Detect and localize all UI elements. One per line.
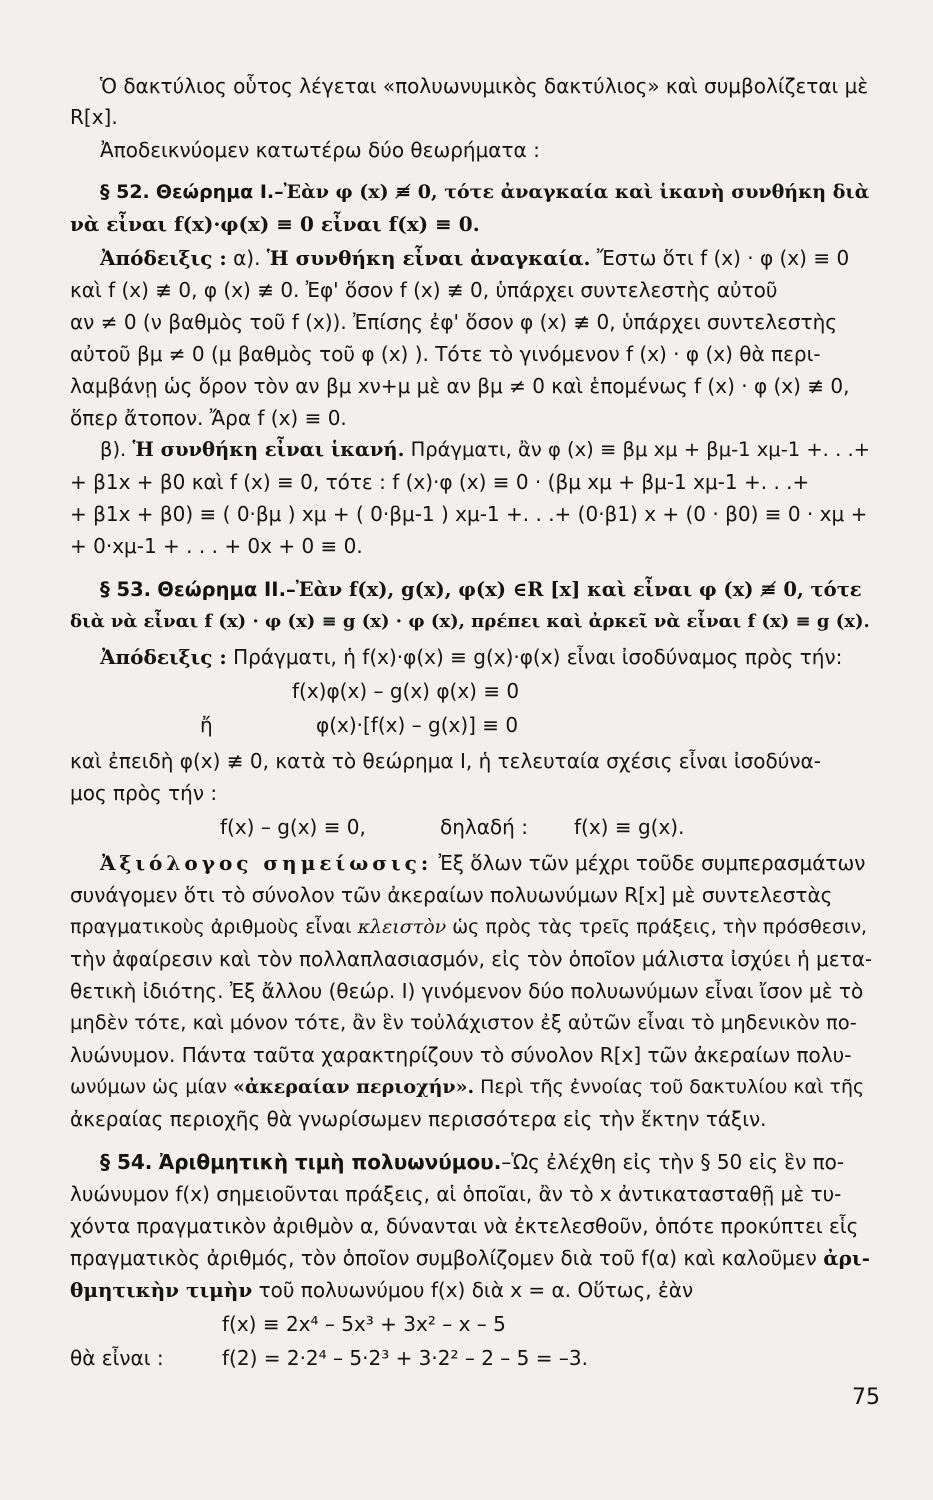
sec53-proof-1-rest: Πράγματι, ἡ f(x)·φ(x) ≡ g(x)·φ(x) εἶναι ἰσοδύναμος πρὸς τήν: bbox=[226, 645, 843, 669]
sec53-proof-line-1 bbox=[100, 645, 842, 669]
sec54-line-2: λυώνυμον f(x) σημειοῦνται πράξεις, αἱ ὁποῖαι, ἂν τὸ x ἀντικατασταθῇ μὲ τυ- bbox=[70, 1182, 842, 1206]
sec52-proof-line-6: ὅπερ ἄτοπον. Ἄρα f (x) ≡ 0. bbox=[70, 406, 347, 430]
sec52-proof-b-line-2: + β1x + β0 καὶ f (x) ≡ 0, τότε : f (x)·φ (x) ≡ 0 · (βμ xμ + βμ-1 xμ-1 +. . .+ bbox=[70, 470, 810, 494]
sec53-proof-line-2: καὶ ἐπειδὴ φ(x) ≢ 0, κατὰ τὸ θεώρημα I, ἡ τελευταία σχέσις εἶναι ἰσοδύνα- bbox=[70, 749, 821, 773]
sec54-numerical-2: θμητικὴν τιμὴν bbox=[70, 1278, 253, 1302]
remark-integral-domain: «ἀκεραίαν περιοχήν». bbox=[232, 1076, 475, 1098]
sec53-statement-1: –Ἐὰν f(x), g(x), φ(x) ∈R [x] καὶ εἶναι φ (x) ≢ 0, τότε bbox=[285, 578, 862, 601]
sec52-proof-1-rest: Ἔστω ὅτι f (x) · φ (x) ≡ 0 bbox=[590, 246, 850, 270]
remark-line-3-b: ὡς πρὸς τὰς τρεῖς πράξεις, τὴν πρόσθεσιν, bbox=[446, 916, 868, 938]
sec53-title: Θεώρημα II. bbox=[157, 578, 286, 601]
sec54-line-4 bbox=[70, 1246, 870, 1270]
sec52-sufficient: Ἡ συνθήκη εἶναι ἱκανή. bbox=[132, 438, 405, 461]
sec52-statement-2: νὰ εἶναι f(x)·φ(x) ≡ 0 εἶναι f(x) ≡ 0. bbox=[70, 212, 480, 236]
sec52-proof-line-4: αὐτοῦ βμ ≠ 0 (μ βαθμὸς τοῦ φ (x) ). Τότε τὸ γινόμενον f (x) · φ (x) θὰ περι- bbox=[70, 342, 821, 366]
sec52-necessary: Ἡ συνθήκη εἶναι ἀναγκαία. bbox=[266, 246, 591, 270]
remark-line-5: θετικὴ ἰδιότης. Ἐξ ἄλλου (θεώρ. I) γινόμενον δύο πολυωνύμων εἶναι ἴσον μὲ τὸ bbox=[70, 979, 864, 1003]
sec52-statement-2-line bbox=[70, 212, 480, 236]
sec52-proof-label: Ἀπόδειξις : bbox=[100, 246, 227, 270]
intro-line-1: Ὁ δακτύλιος οὗτος λέγεται «πολυωνυμικὸς δακτύλιος» καὶ συμβολίζεται μὲ bbox=[100, 74, 869, 98]
sec54-line-4-a: πραγματικὸς ἀριθμός, τὸν ὁποῖον συμβολίζομεν διὰ τοῦ f(α) καὶ καλοῦμεν bbox=[70, 1246, 824, 1270]
sec53-or: ἤ bbox=[200, 713, 213, 737]
sec53-proof-label: Ἀπόδειξις : bbox=[100, 645, 227, 669]
sec54-equation-1: f(x) ≡ 2x⁴ – 5x³ + 3x² – x – 5 bbox=[222, 1312, 506, 1336]
remark-line-8-b: Περὶ τῆς ἐννοίας τοῦ δακτυλίου καὶ τῆς bbox=[474, 1076, 865, 1098]
sec54-number: § 54. bbox=[100, 1150, 153, 1174]
remark-line-2: συνάγομεν ὅτι τὸ σύνολον τῶν ἀκεραίων πολυωνύμων R[x] μὲ συντελεστὰς bbox=[70, 883, 833, 907]
sec52-number: § 52. bbox=[100, 181, 150, 203]
sec52-statement-1: –Ἐὰν φ (x) ≢ 0, τότε ἀναγκαία καὶ ἱκανὴ συνθήκη διὰ bbox=[274, 181, 870, 203]
remark-line-6: μηδὲν τότε, καὶ μόνον τότε, ἂν ἓν τοὐλάχιστον ἐξ αὐτῶν εἶναι τὸ μηδενικὸν πο- bbox=[70, 1011, 857, 1034]
sec52-heading-line bbox=[100, 180, 869, 204]
remark-line-8-a: ωνύμων ὡς μίαν bbox=[70, 1076, 233, 1098]
sec54-line-5 bbox=[70, 1278, 693, 1302]
remark-line-9: ἀκεραίας περιοχῆς θὰ γνωρίσωμεν περισσότερα εἰς τὴν ἕκτην τάξιν. bbox=[70, 1107, 767, 1131]
sec54-line-5-rest: τοῦ πολυωνύμου f(x) διὰ x = α. Οὕτως, ἐὰν bbox=[252, 1278, 694, 1302]
sec54-equation-2: f(2) = 2·2⁴ – 5·2³ + 3·2² – 2 – 5 = –3. bbox=[222, 1346, 588, 1370]
sec54-numerical-1: ἀρι- bbox=[823, 1246, 870, 1270]
sec54-line-1-rest: –Ὡς ἐλέχθη εἰς τὴν § 50 εἰς ἓν πο- bbox=[501, 1150, 845, 1174]
remark-line-3-a: πραγματικοὺς ἀριθμοὺς εἶναι bbox=[70, 916, 358, 938]
sec53-equation-1: f(x)φ(x) – g(x) φ(x) ≡ 0 bbox=[292, 679, 520, 703]
sec52-proof-b: β). bbox=[100, 438, 133, 461]
remark-line-1 bbox=[100, 851, 865, 875]
sec52-title: Θεώρημα I. bbox=[155, 181, 275, 203]
sec53-equation-3b: δηλαδή : bbox=[440, 815, 528, 839]
sec52-proof-line-3: αν ≠ 0 (ν βαθμὸς τοῦ f (x)). Ἐπίσης ἐφ' ὅσον φ (x) ≢ 0, ὑπάρχει συντελεστὴς bbox=[70, 310, 837, 334]
sec54-line-3: χόντα πραγματικὸν ἀριθμὸν α, δύνανται νὰ ἐκτελεσθοῦν, ὁπότε προκύπτει εἷς bbox=[70, 1214, 859, 1238]
remark-line-3 bbox=[70, 915, 867, 939]
sec52-proof-b-line-1 bbox=[100, 438, 870, 462]
sec53-statement-2-line bbox=[70, 610, 870, 634]
sec53-equation-3c: f(x) ≡ g(x). bbox=[574, 815, 685, 839]
sec53-equation-2: φ(x)·[f(x) – g(x)] ≡ 0 bbox=[316, 713, 519, 737]
sec53-statement-2: διὰ νὰ εἶναι f (x) · φ (x) ≡ g (x) · φ (x), πρέπει καὶ ἀρκεῖ νὰ εἶναι f (x) ≡ g (x). bbox=[70, 611, 870, 632]
sec52-proof-b-rest: Πράγματι, ἂν φ (x) ≡ βμ xμ + βμ-1 xμ-1 +. . .+ bbox=[404, 438, 871, 461]
remark-line-1-rest: Ἐξ ὅλων τῶν μέχρι τοῦδε συμπερασμάτων bbox=[432, 851, 866, 875]
sec52-proof-b-line-3: + β1x + β0) ≡ ( 0·βμ ) xμ + ( 0·βμ-1 ) xμ-1 +. . .+ (0·β1) x + (0 · β0) ≡ 0 · xμ + bbox=[70, 502, 868, 526]
sec53-heading-line bbox=[100, 578, 862, 602]
sec52-proof-line-2: καὶ f (x) ≢ 0, φ (x) ≢ 0. Ἐφ' ὅσον f (x) ≢ 0, ὑπάρχει συντελεστὴς αὐτοῦ bbox=[70, 278, 778, 302]
sec54-heading-line bbox=[100, 1150, 844, 1174]
remark-label: Ἀξιόλογος σημείωσις: bbox=[100, 851, 433, 875]
remark-line-4: τὴν ἀφαίρεσιν καὶ τὸν πολλαπλασιασμόν, εἰς τὸν ὁποῖον μάλιστα ἰσχύει ἡ μετα- bbox=[70, 947, 873, 971]
remark-closed: κλειστὸν bbox=[357, 916, 447, 938]
sec54-title: Ἀριθμητικὴ τιμὴ πολυωνύμου. bbox=[158, 1150, 502, 1174]
sec52-proof-line-1 bbox=[100, 246, 849, 270]
sec53-number: § 53. bbox=[100, 578, 152, 601]
sec53-proof-line-3: μος πρὸς τήν : bbox=[70, 781, 218, 805]
page-number: 75 bbox=[852, 1385, 880, 1410]
sec52-proof-line-5: λαμβάνῃ ὡς ὅρον τὸν αν βμ xν+μ μὲ αν βμ ≠ 0 καὶ ἑπομένως f (x) · φ (x) ≢ 0, bbox=[70, 374, 850, 398]
sec52-proof-b-line-4: + 0·xμ-1 + . . . + 0x + 0 ≡ 0. bbox=[70, 534, 363, 558]
intro-line-3: Ἀποδεικνύομεν κατωτέρω δύο θεωρήματα : bbox=[100, 138, 540, 162]
sec54-equation-2-label: θὰ εἶναι : bbox=[70, 1346, 164, 1370]
remark-line-7: λυώνυμον. Πάντα ταῦτα χαρακτηρίζουν τὸ σύνολον R[x] τῶν ἀκεραίων πολυ- bbox=[70, 1043, 852, 1067]
intro-line-2: R[x]. bbox=[70, 105, 118, 129]
sec53-equation-3a: f(x) – g(x) ≡ 0, bbox=[220, 815, 366, 839]
remark-line-8 bbox=[70, 1075, 864, 1099]
sec52-proof-a: α). bbox=[226, 246, 267, 270]
